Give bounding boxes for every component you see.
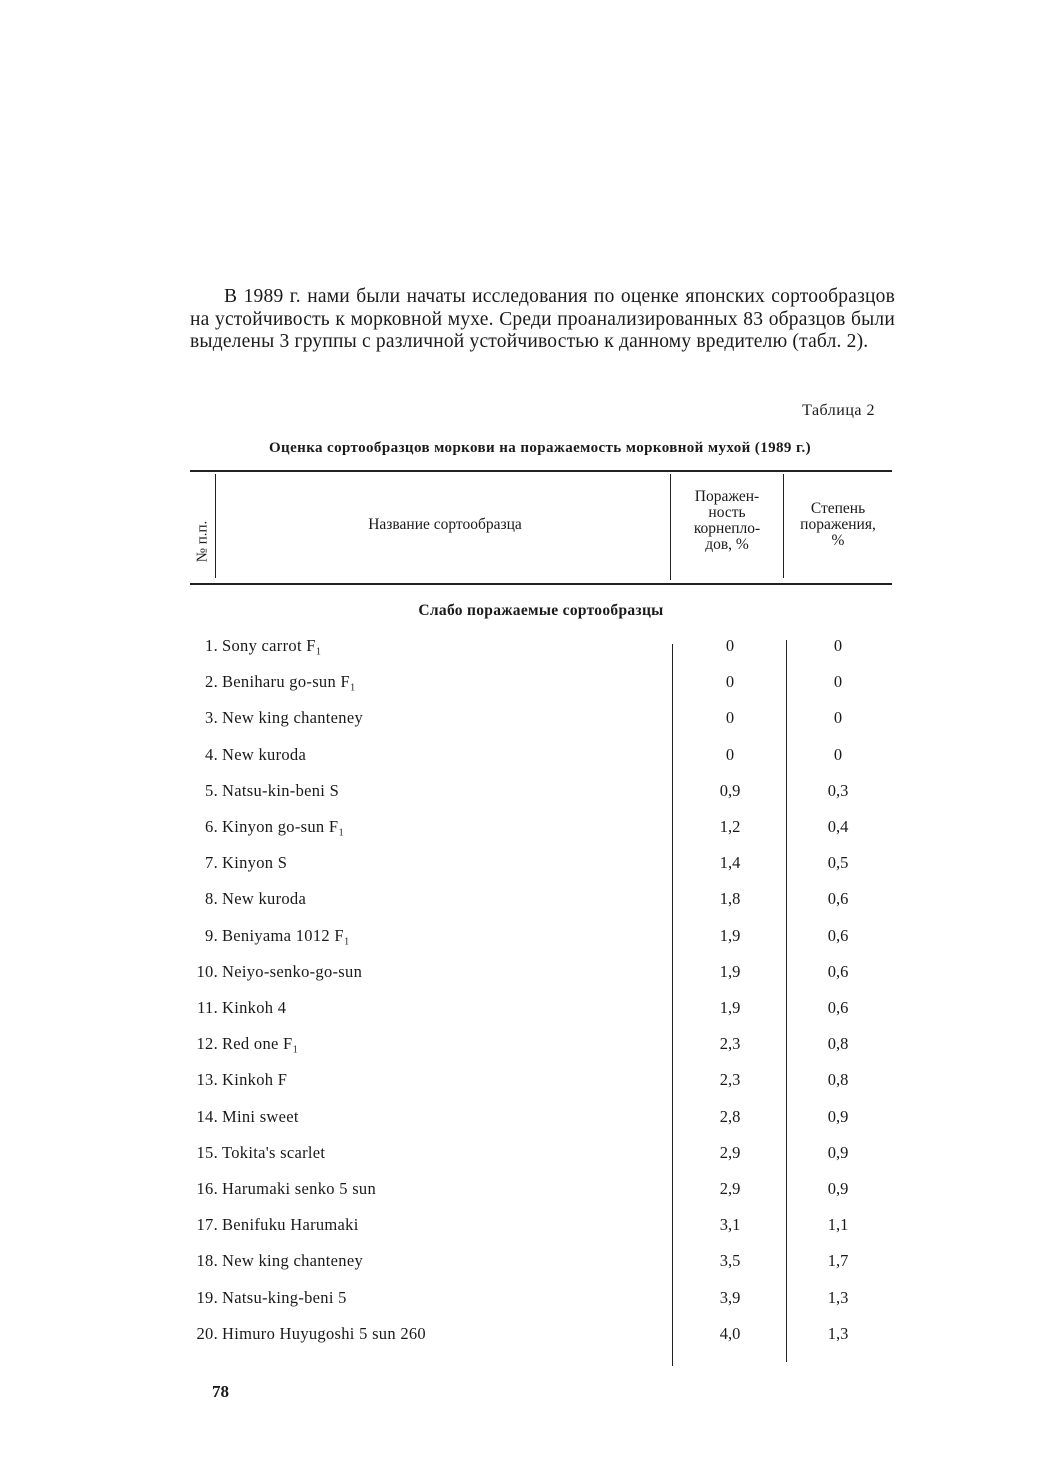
header-number-text: № п.п. <box>194 520 211 562</box>
row-degree: 0,6 <box>827 998 849 1017</box>
row-number: 12. <box>196 1034 218 1054</box>
row-name: Kinyon S <box>222 853 288 873</box>
table-top-rule <box>190 470 892 472</box>
row-damage: 0,9 <box>719 780 741 800</box>
row-damage: 4,0 <box>719 1323 741 1343</box>
row-name: Himuro Huyugoshi 5 sun 260 <box>222 1323 426 1343</box>
header-degree-line: поражения, <box>800 516 876 533</box>
row-degree: 0,8 <box>827 1070 849 1090</box>
row-damage: 1,8 <box>719 889 741 909</box>
row-damage: 2,9 <box>719 1179 741 1198</box>
header-degree-line: % <box>831 532 845 549</box>
row-damage: 2,3 <box>719 1034 741 1054</box>
group-title: Слабо поражаемые сортообразцы <box>418 602 664 619</box>
table-row <box>0 1251 1050 1273</box>
intro-paragraph: В 1989 г. нами были начаты исследования по оценке японских сортообразцов на устойчивость к морковной мухе. Среди проанализированных 83 образцов были выделены 3 группы с различной устойчивостью к данному вредителю (табл. 2). <box>190 286 895 352</box>
table-row <box>0 1215 1050 1237</box>
row-name: New kuroda <box>222 744 307 764</box>
row-degree: 0,8 <box>827 1034 849 1054</box>
row-name: Neiyo-senko-go-sun <box>222 961 363 981</box>
row-damage: 3,5 <box>719 1251 741 1271</box>
header-damage-line: корнепло- <box>693 520 761 537</box>
row-degree: 0 <box>833 672 843 692</box>
table-row <box>0 1070 1050 1092</box>
row-number: 7. <box>205 853 218 873</box>
row-damage: 0 <box>725 672 735 692</box>
row-damage: 1,4 <box>719 853 741 873</box>
row-degree: 1,1 <box>827 1215 849 1235</box>
table-row <box>0 926 1050 948</box>
table-row <box>0 817 1050 839</box>
row-damage: 3,9 <box>719 1287 741 1307</box>
row-degree: 0 <box>833 708 843 728</box>
row-number: 17. <box>196 1215 218 1235</box>
row-number: 9. <box>205 925 218 945</box>
header-divider-2 <box>670 474 671 580</box>
row-damage: 2,9 <box>719 1142 741 1162</box>
page-number: 78 <box>212 1382 229 1401</box>
table-row <box>0 1288 1050 1310</box>
row-name: New kuroda <box>222 889 307 909</box>
row-damage: 0 <box>725 744 735 764</box>
row-damage: 2,3 <box>719 1070 741 1090</box>
table-row <box>0 781 1050 803</box>
table-row <box>0 1143 1050 1165</box>
row-degree: 1,3 <box>827 1287 849 1307</box>
table-row <box>0 708 1050 730</box>
header-degree-line: Степень <box>810 500 866 517</box>
header-name: Название сортообразца <box>368 516 522 533</box>
header-damage-line: дов, % <box>705 536 749 553</box>
row-degree: 0,6 <box>827 961 849 981</box>
row-name: Mini sweet <box>222 1106 299 1126</box>
row-degree: 0,3 <box>827 780 849 800</box>
row-number: 3. <box>205 708 218 728</box>
row-name: New king chanteney <box>222 1251 364 1271</box>
row-number: 14. <box>196 1106 218 1126</box>
row-name: Tokita's scarlet <box>222 1142 326 1162</box>
row-number: 16. <box>196 1179 218 1198</box>
row-degree: 0,9 <box>827 1106 849 1126</box>
row-number: 18. <box>196 1251 218 1271</box>
row-name: Kinkoh 4 <box>222 998 287 1017</box>
table-title: Оценка сортообразцов моркови на поражаемость морковной мухой (1989 г.) <box>268 440 812 456</box>
row-damage: 1,9 <box>719 925 741 945</box>
row-name: Sony carrot F₁ <box>222 636 322 655</box>
row-name: New king chanteney <box>222 708 364 728</box>
row-damage: 1,9 <box>719 961 741 981</box>
row-damage: 2,8 <box>719 1106 741 1126</box>
row-name: Benifuku Harumaki <box>222 1215 359 1235</box>
row-damage: 1,2 <box>719 817 741 836</box>
row-degree: 0,6 <box>827 889 849 909</box>
row-number: 15. <box>196 1142 218 1162</box>
header-damage-line: ность <box>708 504 746 521</box>
row-name: Red one F₁ <box>222 1034 299 1054</box>
row-number: 4. <box>205 744 218 764</box>
row-number: 19. <box>196 1287 218 1307</box>
table-row <box>0 998 1050 1020</box>
table-row <box>0 745 1050 767</box>
row-name: Beniharu go-sun F₁ <box>222 672 356 692</box>
row-damage: 3,1 <box>719 1215 741 1235</box>
table-row <box>0 1324 1050 1346</box>
row-damage: 1,9 <box>719 998 741 1017</box>
row-degree: 0,4 <box>827 817 849 836</box>
row-name: Natsu-king-beni 5 <box>222 1287 347 1307</box>
header-degree <box>784 501 892 549</box>
table-row <box>0 1107 1050 1129</box>
row-number: 6. <box>205 817 218 836</box>
row-name: Beniyama 1012 F₁ <box>222 925 350 945</box>
row-degree: 1,3 <box>827 1323 849 1343</box>
row-number: 20. <box>196 1323 218 1343</box>
row-degree: 0,9 <box>827 1179 849 1198</box>
row-degree: 0 <box>833 636 843 655</box>
row-damage: 0 <box>725 708 735 728</box>
row-name: Kinyon go-sun F₁ <box>222 817 345 836</box>
header-number <box>186 506 220 576</box>
table-row <box>0 636 1050 658</box>
row-name: Kinkoh F <box>222 1070 288 1090</box>
table-row <box>0 962 1050 984</box>
row-degree: 0,6 <box>827 925 849 945</box>
table-row <box>0 1179 1050 1201</box>
table-header-rule <box>190 583 892 585</box>
row-name: Harumaki senko 5 sun <box>222 1179 377 1198</box>
table-row <box>0 1034 1050 1056</box>
row-degree: 0 <box>833 744 843 764</box>
row-number: 5. <box>205 780 218 800</box>
row-name: Natsu-kin-beni S <box>222 780 340 800</box>
header-damage-line: Поражен- <box>694 488 760 505</box>
table-row <box>0 853 1050 875</box>
table-row <box>0 672 1050 694</box>
header-damage <box>672 489 782 553</box>
row-number: 13. <box>196 1070 218 1090</box>
row-number: 2. <box>205 672 218 692</box>
row-number: 11. <box>197 998 218 1017</box>
row-number: 10. <box>196 961 218 981</box>
row-damage: 0 <box>725 636 735 655</box>
row-degree: 1,7 <box>827 1251 849 1271</box>
row-degree: 0,5 <box>827 853 849 873</box>
row-degree: 0,9 <box>827 1142 849 1162</box>
table-label: Таблица 2 <box>802 402 875 419</box>
row-number: 1. <box>205 636 218 655</box>
table-row <box>0 889 1050 911</box>
row-number: 8. <box>205 889 218 909</box>
